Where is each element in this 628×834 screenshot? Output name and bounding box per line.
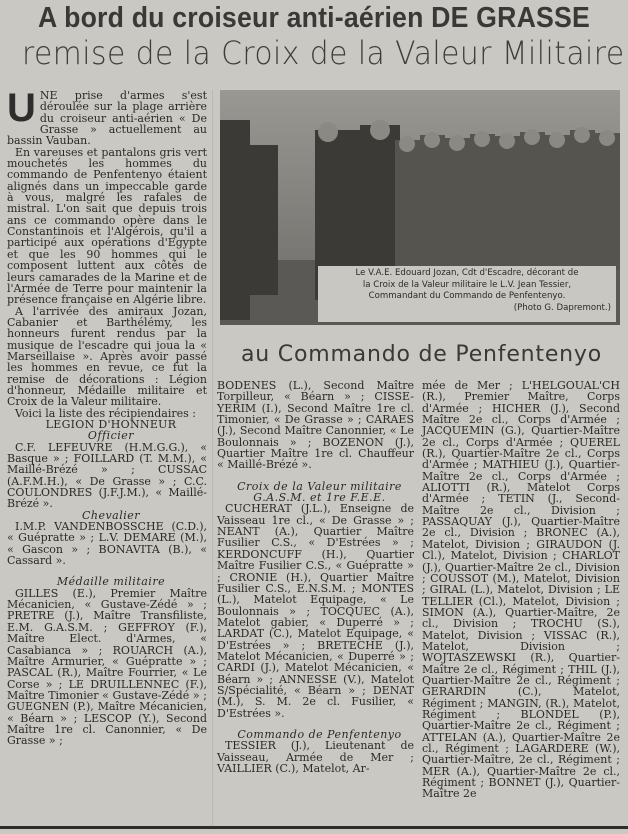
lead-paragraph <box>7 86 207 148</box>
commando-list-part2: mée de Mer ; L'HELGOUAL'CH (R.), Premier Maître, Corps d'Armée ; HICHER (J.), Second Maître 2e cl., Corps d'Armée ; JACQUEMIN (G.), Quartier-Maître 2e cl., Corps d'Armée ; QUEREL (R.), Quartier-Maître 2e cl., Corps d'Armée ; MATHIEU (J.), Quartier-Maître 2e cl., Corps d'Armée ; ALIOTTI (R.), Matelot Corps d'Armée ; TETIN (J., Second-Maître 2e cl., Division ; PASSAQUAY (J.), Quartier-Maître 2e cl., Division ; BRONEC (A.), Matelot, Division ; GIRAUDON (J. Cl.), Matelot, Division ; CHARLOT (J.), Quartier-Maître 2e cl., Division ; COUSSOT (M.), Matelot, Division ; GIRAL (L.), Matelot, Division ; LE TELLIER (Cl.), Matelot, Division ; SIMON (A.), Quartier-Maître, 2e cl., Division ; TROCHU (S.), Matelot, Division ; VISSAC (R.), Matelot, Division ; WOJTASZEWSKI (R.), Quartier-Maître 2e cl., Régiment ; THIL (J.), Quartier-Maître 2e cl., Régiment ; GERARDIN (C.), Matelot, Régiment ; MANGIN, (R.), Matelot, Régiment ; BLONDEL (P.), Quartier-Maître 2e cl., Régiment ; ATTELAN (A.), Quartier-Maître 2e cl., Régiment ; LAGARDERE (W.), Quartier-Maître, 2e cl., Régiment ; MER (A.), Quartier-Maître 2e cl., Régiment ; BONNET (J.), Quartier-Maître 2e <box>422 379 620 801</box>
article-paragraph: A l'arrivée des amiraux Jozan, Cabanier et Barthélémy, les honneurs furent rendus par la musique de l'escadre qui joua la « Marseillaise ». Après avoir passé les hommes en revue, ce fut la remise de décorations : Légion d'honneur, Médaille militaire et Croix de la Valeur militaire. <box>7 304 207 409</box>
croix-valeur-list: CUCHERAT (J.L.), Enseigne de Vaisseau 1re cl., « De Grasse » ; NEANT (A.), Quartier Maître Fusilier C.S., « D'Estrées » ; KERDONCUFF (H.), Quartier Maître Fusilier C.S., « Guépratte » ; CRONIE (H.), Quartier Maître Fusilier C.S., E.N.S.M. ; MONTES (L.), Matelot Equipage, « Le Boulonnais » ; TOCQUEC (A.), Matelot gabier, « Duperré » ; LARDAT (C.), Matelot Equipage, « D'Estrées » ; BRETECHE (J.), Matelot Mécanicien, « Duperré » ; CARDI (J.), Matelot Mécanicien, « Béarn » ; ANNESSE (V.), Matelot S/Spécialité, « Béarn » ; DENAT (M.), S. M. 2e cl. Fusilier, « D'Estrées ». <box>217 502 414 720</box>
photo-credit: (Photo G. Dapremont.) <box>513 302 611 313</box>
photo-caption <box>318 266 616 322</box>
caption-line: Le V.A.E. Edouard Jozan, Cdt d'Escadre, décorant de <box>355 268 579 278</box>
bottom-rule <box>0 826 628 829</box>
drop-cap: U <box>7 86 36 130</box>
column-2 <box>217 380 414 774</box>
medaille-list-part1: GILLES (E.), Premier Maître Mécanicien, « Gustave-Zédé » ; PRETRE (J.), Maître Transfiliste, E.M. G.A.S.M. ; GEFFROY (F.), Maître Elect. d'Armes, « Casabianca » ; ROUARCH (A.), Maître Armurier, « Guépratte » ; PASCAL (R.), Maître Fourrier, « Le Corse » ; LE DRUILLENNEC (F.), Maître Timonier « Gustave-Zédé » ; GUEGNEN (P.), Maître Mécanicien, « Béarn » ; LESCOP (Y.), Second Maître 1re cl. Canonnier, « De Grasse » ; <box>7 586 207 748</box>
caption-line: la Croix de la Valeur militaire le L.V. Jean Tessier, <box>362 279 572 290</box>
commando-list-part1: TESSIER (J.), Lieutenant de Vaisseau, Armée de Mer ; VAILLIER (C.), Matelot, Ar- <box>217 739 414 775</box>
article-paragraph: Voici la liste des récipiendaires : <box>15 406 196 420</box>
medaille-list-part2: BODENES (L.), Second Maître Torpilleur, « Béarn » ; CISSE-YERIM (I.), Second Maître 1re cl. Timonier, « De Grasse » ; CARAES (J.), Second Maître Canonnier, « Le Boulonnais » ; BOZENON (J.), Quartier Maître 1re cl. Chauffeur « Maillé-Brézé ». <box>217 379 414 472</box>
subheadline: remise de la Croix de la Valeur Militaire <box>21 34 625 72</box>
chevalier-list: I.M.P. VANDENBOSSCHE (C.D.), « Guépratte » ; L.V. DEMARE (M.), « Gascon » ; BONAVITA (B.), « Cassard ». <box>7 520 207 568</box>
legion-honneur-heading: LEGION D'HONNEUR <box>45 417 177 431</box>
paragraph-text: NE prise d'armes s'est déroulée sur la plage arrière du croiseur anti-aérien « De Grasse » actuellement au bassin Vauban. <box>7 89 207 148</box>
column-1 <box>7 86 207 748</box>
caption-line: Commandant du Commando de Penfentenyo. <box>368 291 566 302</box>
croix-valeur-heading: Croix de la Valeur militaire <box>237 479 402 493</box>
chevalier-heading: Chevalier <box>81 508 141 522</box>
section-title: au Commando de Penfentenyo <box>240 342 602 367</box>
croix-valeur-subheading: G.A.S.M. et 1re F.E.E. <box>253 491 386 505</box>
commando-heading: Commando de Penfentenyo <box>237 727 402 741</box>
officier-heading: Officier <box>87 429 135 443</box>
column-3 <box>422 380 620 800</box>
officier-list: C.F. LEFEUVRE (H.M.G.G.), « Basque » ; FOILLARD (T. M.M.), « Maillé-Brézé » ; CUSSAC (A.F.M.H.), « De Grasse » ; C.C. COULONDRES (J.F.J.M.), « Maillé-Brézé ». <box>7 440 207 511</box>
headline: A bord du croiseur anti-aérien DE GRASSE <box>38 2 590 34</box>
medaille-militaire-heading: Médaille militaire <box>56 575 166 589</box>
column-divider <box>212 90 213 826</box>
article-paragraph: En vareuses et pantalons gris vert mouchetés les hommes du commando de Penfentenyo étaient alignés dans un impeccable garde à vous, malgré les rafales de mistral. L'on sait que depuis trois ans ce commando opère dans le Constantinois et l'Algérois, qu'il a participé aux opérations d'Egypte et que les 90 hommes qui le composent luttent aux côtés de leurs camarades de la Marine et de l'Armée de Terre pour maintenir la présence française en Algérie libre. <box>7 145 207 307</box>
